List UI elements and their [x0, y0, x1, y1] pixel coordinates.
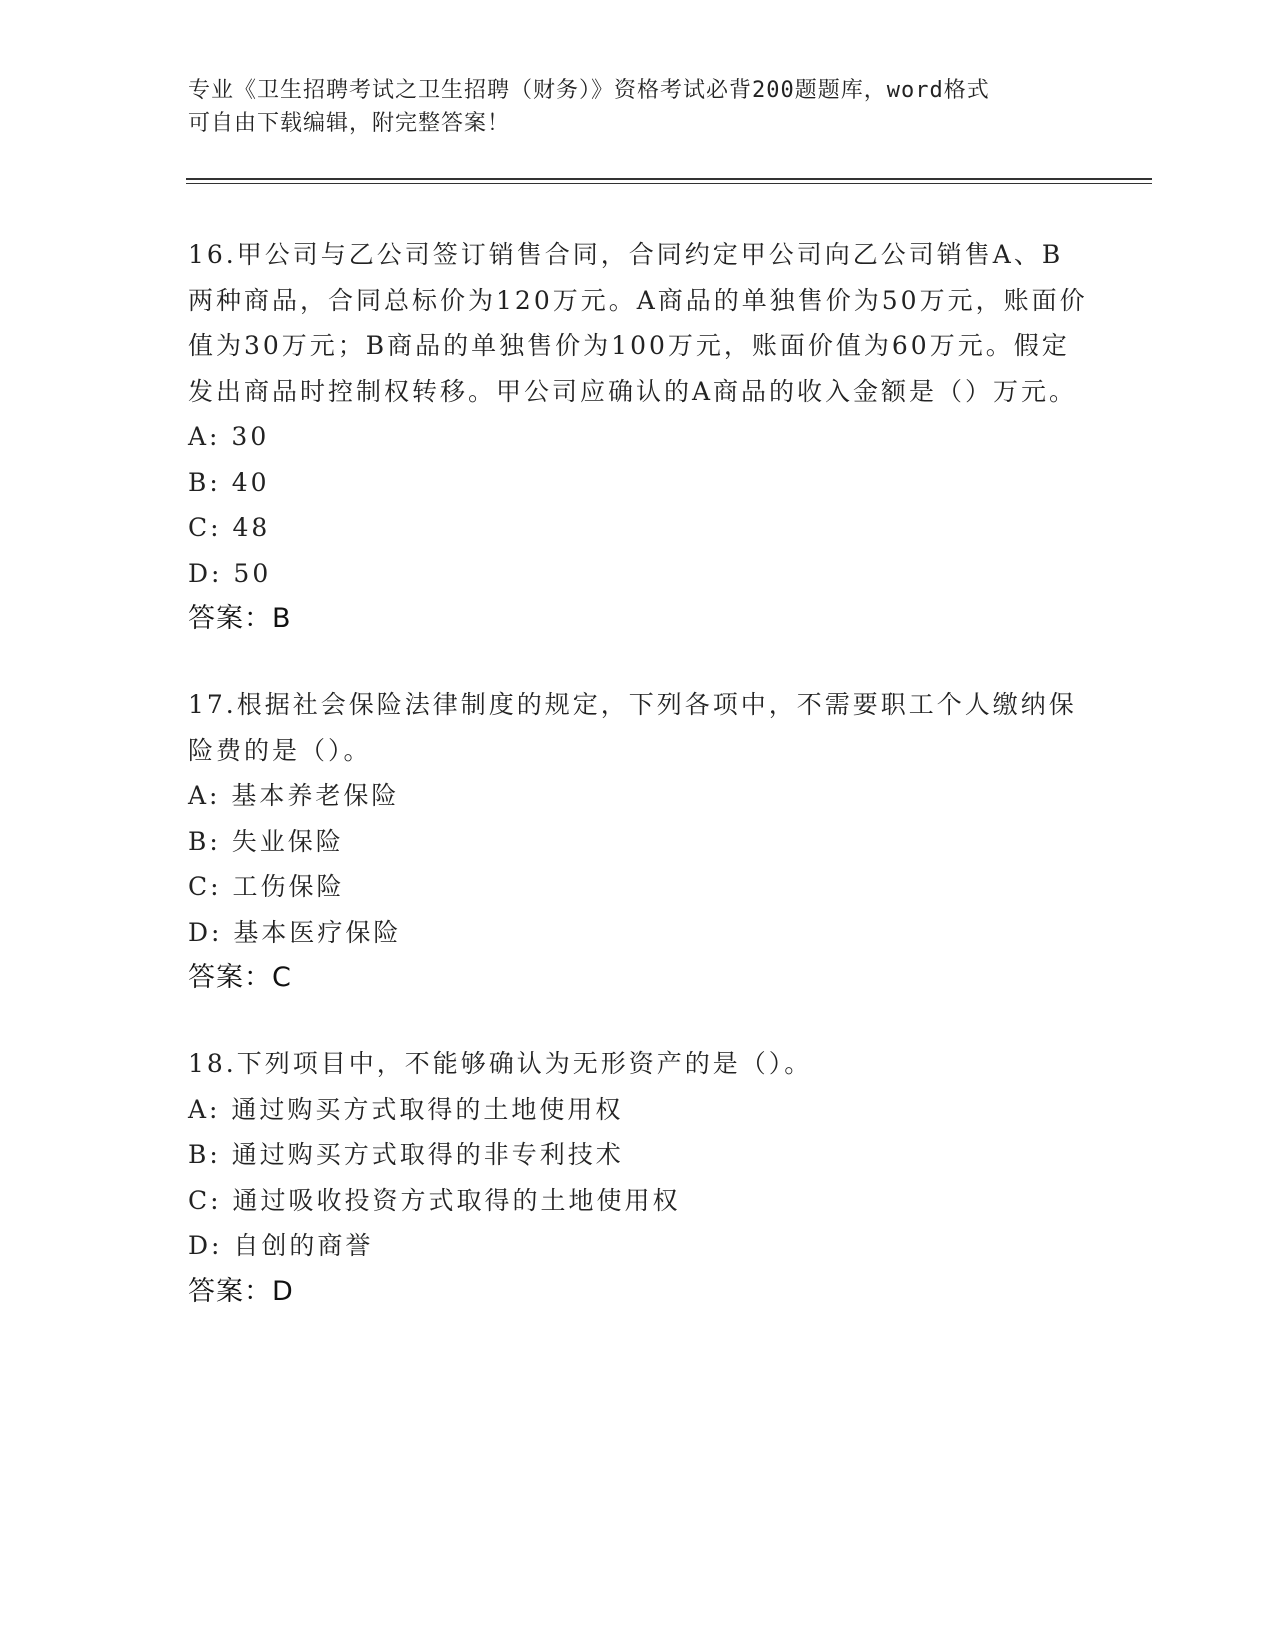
question-list — [188, 232, 1088, 1355]
option-c: C: 工伤保险 — [188, 872, 345, 901]
question-17 — [188, 682, 1088, 1001]
option-c: C: 48 — [188, 513, 271, 542]
option-c: C: 通过吸收投资方式取得的土地使用权 — [188, 1185, 681, 1215]
answer-label: 答案：D — [188, 1275, 294, 1307]
question-18 — [188, 1041, 1088, 1315]
option-a: A: 通过购买方式取得的土地使用权 — [188, 1094, 624, 1124]
question-stem: 18.下列项目中，不能够确认为无形资产的是（）。 — [188, 1049, 813, 1078]
answer-label: 答案：B — [188, 603, 292, 634]
option-list — [188, 414, 1088, 596]
option-list — [188, 1087, 1088, 1269]
option-d: D: 自创的商誉 — [188, 1231, 374, 1260]
question-stem: 17.根据社会保险法律制度的规定，下列各项中，不需要职工个人缴纳保险费的是（）。 — [188, 690, 1077, 765]
option-a: A: 30 — [188, 422, 270, 451]
option-b: B: 40 — [188, 467, 270, 497]
header-title-line-2: 可自由下载编辑，附完整答案！ — [188, 111, 511, 136]
answer-label: 答案：C — [188, 962, 292, 993]
document-header — [188, 74, 1068, 140]
question-16 — [188, 232, 1088, 642]
option-d: D: 50 — [188, 558, 272, 588]
header-title-line-1: 专业《卫生招聘考试之卫生招聘（财务）》资格考试必背200题题库，word格式 — [188, 78, 990, 103]
question-stem: 16.甲公司与乙公司签订销售合同，合同约定甲公司向乙公司销售A、B两种商品，合同总标价为120万元。A商品的单独售价为50万元，账面价值为30万元；B商品的单独售价为100万元，账面价值为60万元。假定发出商品时控制权转移。甲公司应确认的A商品的收入金额是（）万元。 — [188, 240, 1088, 406]
option-a: A: 基本养老保险 — [188, 781, 400, 810]
option-d: D: 基本医疗保险 — [188, 917, 402, 947]
option-b: B: 通过购买方式取得的非专利技术 — [188, 1140, 624, 1169]
option-list — [188, 773, 1088, 955]
option-b: B: 失业保险 — [188, 826, 344, 856]
header-divider-thick — [186, 178, 1152, 180]
header-divider-thin — [186, 183, 1152, 184]
